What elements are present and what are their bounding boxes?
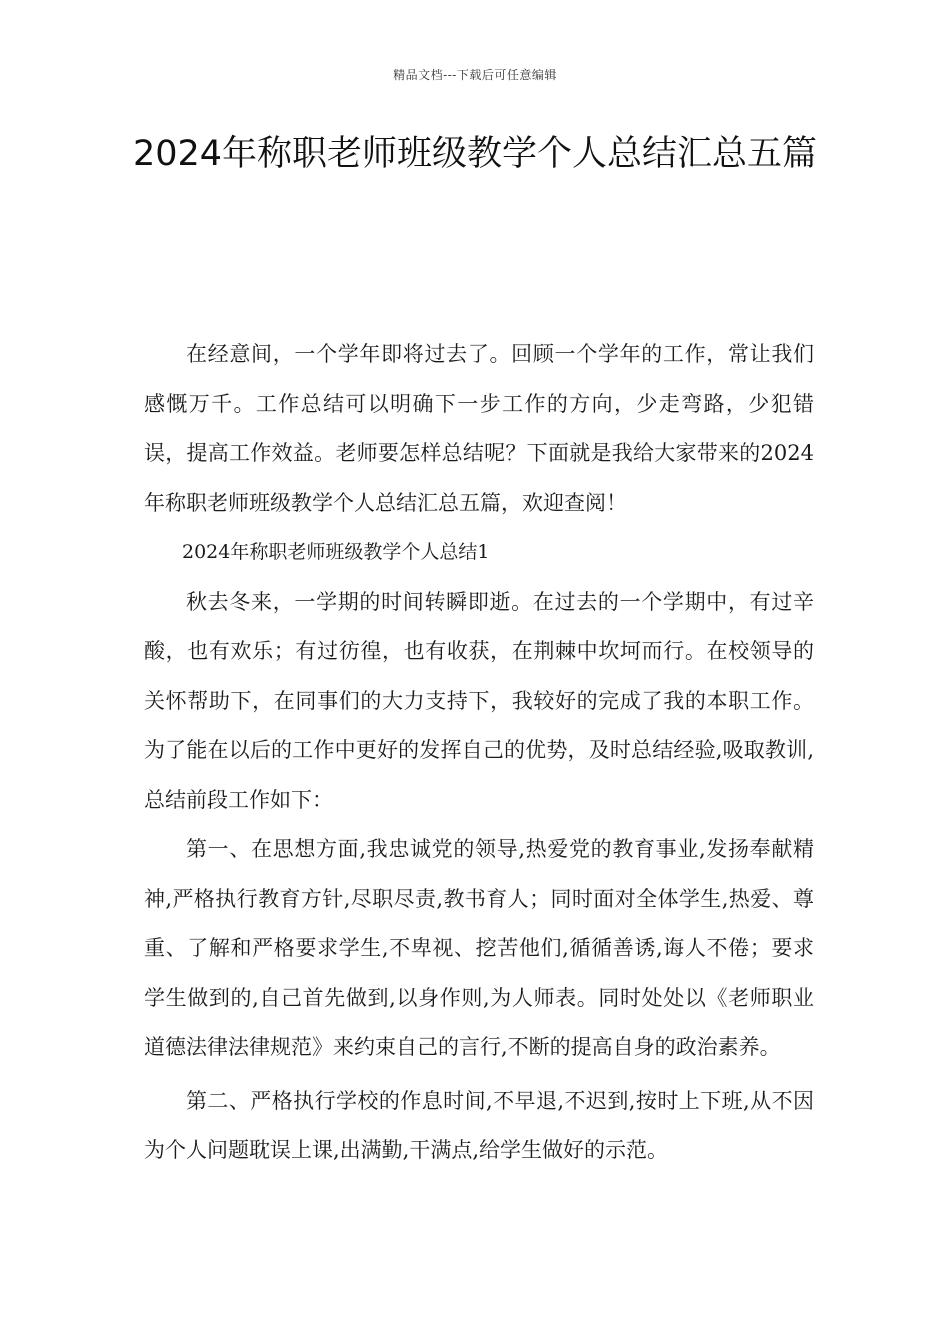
body-paragraph: 秋去冬来，一学期的时间转瞬即逝。在过去的一个学期中，有过辛酸，也有欢乐；有过彷徨，也有收获，在荆棘中坎坷而行。在校领导的关怀帮助下，在同事们的大力支持下，我较好的完成了我的本职工作。为了能在以后的工作中更好的发挥自己的优势，及时总结经验,吸取教训,总结前段工作如下： — [144, 589, 814, 812]
intro-paragraph: 在经意间，一个学年即将过去了。回顾一个学年的工作，常让我们感慨万千。工作总结可以明确下一步工作的方向，少走弯路，少犯错误，提高工作效益。老师要怎样总结呢？下面就是我给大家带来的2024年称职老师班级教学个人总结汇总五篇，欢迎查阅！ — [144, 342, 814, 515]
header-note: 精品文档---下载后可任意编辑 — [393, 68, 557, 82]
body-paragraph: 第二、严格执行学校的作息时间,不早退,不迟到,按时上下班,从不因为个人问题耽误上课,出满勤,干满点,给学生做好的示范。 — [144, 1088, 814, 1162]
document-title: 2024年称职老师班级教学个人总结汇总五篇 — [132, 134, 818, 174]
body-paragraph: 第一、在思想方面,我忠诚党的领导,热爱党的教育事业,发扬奉献精神,严格执行教育方针,尽职尽责,教书育人；同时面对全体学生,热爱、尊重、了解和严格要求学生,不卑视、挖苦他们,循循善诱,诲人不倦；要求学生做到的,自己首先做到,以身作则,为人师表。同时处处以《老师职业道德法律法律规范》来约束自己的言行,不断的提高自身的政治素养。 — [144, 837, 814, 1059]
section-heading: 2024年称职老师班级教学个人总结1 — [182, 541, 490, 563]
document-body — [144, 330, 814, 1176]
